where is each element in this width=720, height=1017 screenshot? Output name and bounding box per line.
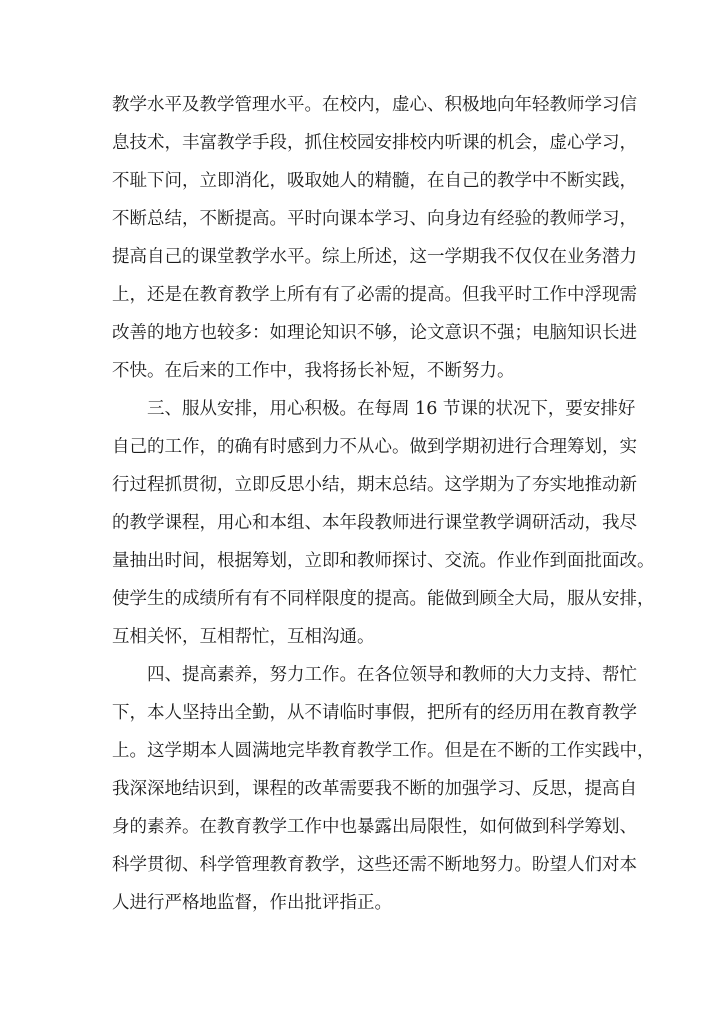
text-line: 使学生的成绩所有有不同样限度的提高。能做到顾全大局，服从安排， bbox=[112, 589, 655, 609]
text-line: 教学水平及教学管理水平。在校内，虚心、积极地向年轻教师学习信 bbox=[112, 95, 637, 115]
paragraph-heading-line: 三、服从安排，用心积极。在每周 16 节课的状况下，要安排好 bbox=[147, 399, 636, 419]
text-line: 不快。在后来的工作中，我将扬长补短，不断努力。 bbox=[112, 361, 515, 381]
text-line: 我深深地结识到，课程的改革需要我不断的加强学习、反思，提高自 bbox=[112, 779, 637, 799]
text-line: 息技术，丰富教学手段，抓住校园安排校内听课的机会，虚心学习， bbox=[112, 133, 637, 153]
text-line: 下，本人坚持出全勤，从不请临时事假，把所有的经历用在教育教学 bbox=[112, 703, 637, 723]
text-line: 身的素养。在教育教学工作中也暴露出局限性，如何做到科学筹划、 bbox=[112, 817, 637, 837]
text-line: 互相关怀，互相帮忙，互相沟通。 bbox=[112, 627, 375, 647]
text-line: 自己的工作，的确有时感到力不从心。做到学期初进行合理筹划，实 bbox=[112, 437, 637, 457]
text-line: 人进行严格地监督，作出批评指正。 bbox=[112, 893, 392, 913]
text-line: 上，还是在教育教学上所有有了必需的提高。但我平时工作中浮现需 bbox=[112, 285, 637, 305]
text-line: 上。这学期本人圆满地完毕教育教学工作。但是在不断的工作实践中， bbox=[112, 741, 655, 761]
text-line: 量抽出时间，根据筹划，立即和教师探讨、交流。作业作到面批面改。 bbox=[112, 551, 655, 571]
text-line: 改善的地方也较多：如理论知识不够，论文意识不强；电脑知识长进 bbox=[112, 323, 637, 343]
text-line: 行过程抓贯彻，立即反思小结，期末总结。这学期为了夯实地推动新 bbox=[112, 475, 637, 495]
text-line: 的教学课程，用心和本组、本年段教师进行课堂教学调研活动，我尽 bbox=[112, 513, 637, 533]
text-line: 科学贯彻、科学管理教育教学，这些还需不断地努力。盼望人们对本 bbox=[112, 855, 637, 875]
text-line: 不断总结，不断提高。平时向课本学习、向身边有经验的教师学习， bbox=[112, 209, 637, 229]
text-line: 提高自己的课堂教学水平。综上所述，这一学期我不仅仅在业务潜力 bbox=[112, 247, 637, 267]
text-line: 不耻下问，立即消化，吸取她人的精髓，在自己的教学中不断实践， bbox=[112, 171, 637, 191]
paragraph-heading-line: 四、提高素养，努力工作。在各位领导和教师的大力支持、帮忙 bbox=[147, 665, 637, 685]
